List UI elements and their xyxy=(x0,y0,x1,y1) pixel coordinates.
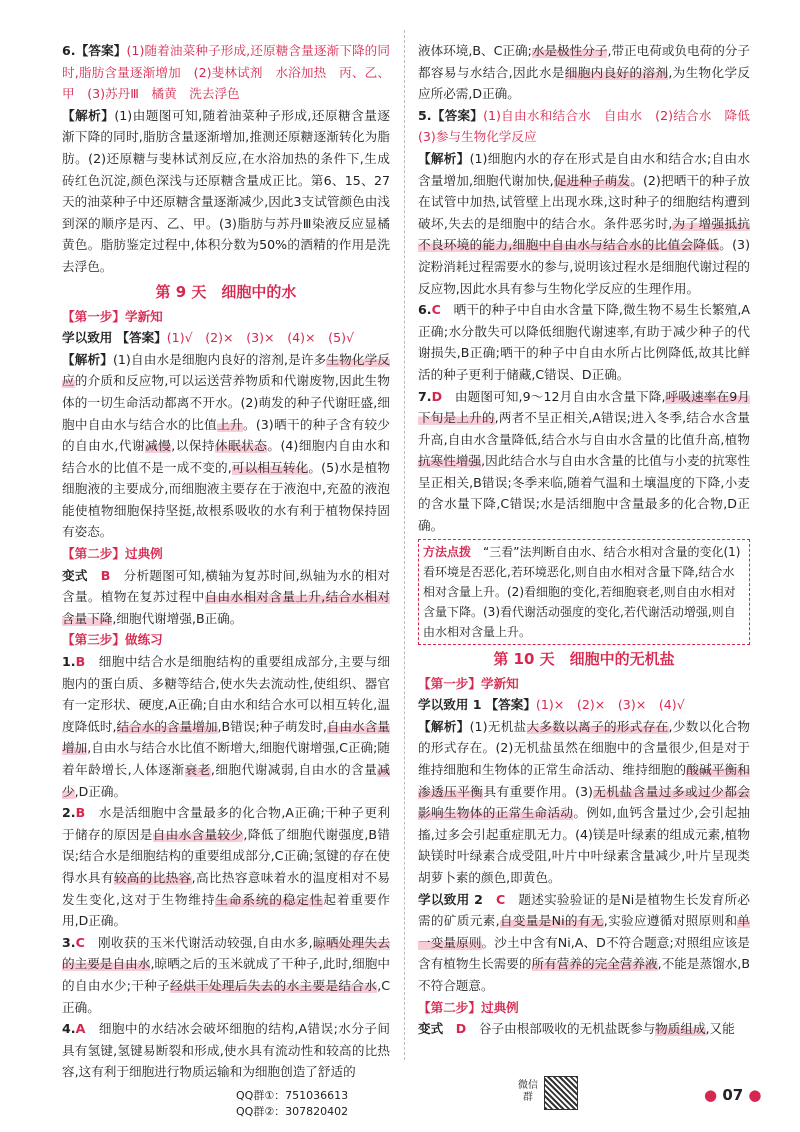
column-divider xyxy=(404,30,405,1060)
day10-title: 第 10 天 细胞中的无机盐 xyxy=(493,649,675,668)
right-column xyxy=(418,40,763,1040)
step1-heading: 【第一步】学新知 xyxy=(62,308,163,324)
qr-code-icon xyxy=(544,1076,578,1110)
page-number: ● 07 ● xyxy=(704,1086,762,1104)
xy1-analysis: 【解析】(1)无机盐大多数以离子的形式存在,少数以化合物的形式存在。(2)无机盐虽然在细胞中的含量很少,但是对于维持细胞和生物体的正常生命活动、维持细胞的酸碱平衡和渗透压平衡具有重要作用。(3)无机盐含量过多或过少都会影响生物体的正常生命活动。例如,血钙含量过少,会引起抽搐,过多会引起重症肌无力。(4)镁是叶绿素的组成元素,植物缺镁时叶绿素合成受阻,叶片中叶绿素含量减少,叶片呈现类胡萝卜素的颜色,即黄色。 xyxy=(418,718,751,885)
wechat-group-label: 微信群 xyxy=(518,1080,538,1103)
practice-2: 2.B 水是活细胞中含量最多的化合物,A正确;干种子更利于储存的原因是自由水含量较少,降低了细胞代谢强度,B错误;结合水是细胞结构的重要组成部分,C正确;氢键的存在使得水具有较高的比热容,高比热容意味着水的温度相对不易发生变化,这对于生物维持生命系统的稳定性起着重要作用,D正确。 xyxy=(62,805,391,929)
step2-heading-right: 【第二步】过典例 xyxy=(418,999,519,1015)
xy2: 学以致用 2 C 题述实验验证的是Ni是植物生长发育所必需的矿质元素,自变量是Ni的有无,实验应遵循对照原则和单一变量原则。沙土中含有Ni,A、D不符合题意;对照组应该是含有植物生长需要的所有营养的完全营养液,不能是蒸馏水,B不符合题意。 xyxy=(418,891,751,993)
qq-group-1: QQ群①：751036613 xyxy=(236,1089,349,1102)
step1-heading-right: 【第一步】学新知 xyxy=(418,675,519,691)
practice-4: 4.A 细胞中的水结冰会破坏细胞的结构,A错误;水分子间具有氢键,氢键易断裂和形成,使水具有流动性和较高的比热容,这有利于细胞进行物质运输和为细胞创造了舒适的 xyxy=(62,1021,390,1080)
step2-heading: 【第二步】过典例 xyxy=(62,546,163,562)
dot-icon: ● xyxy=(704,1086,723,1104)
practice-3: 3.C 刚收获的玉米代谢活动较强,自由水多,晾晒处理失去的主要是自由水,晾晒之后的玉米就成了干种子,此时,细胞中的自由水少;干种子经烘干处理后失去的水主要是结合水,C正确。 xyxy=(62,934,391,1015)
xyzy-analysis: 【解析】(1)自由水是细胞内良好的溶剂,是许多生物化学反应的介质和反应物,可以运送营养物质和代谢废物,因此生物体的一切生命活动都离不开水。(2)萌发的种子代谢旺盛,细胞中自由水与结合水的比值上升。(3)晒干的种子含有较少的自由水,代谢减慢,以保持休眠状态。(4)细胞内自由水和结合水的比值不是一成不变的,可以相互转化。(5)水是植物细胞液的主要成分,而细胞液主要存在于液泡中,充盈的液泡能使植物细胞保持坚挺,故根系吸收的水有利于植物保持固有姿态。 xyxy=(62,351,391,540)
day9-title: 第 9 天 细胞中的水 xyxy=(155,282,297,301)
q6-right: 6.C 晒干的种子中自由水含量下降,微生物不易生长繁殖,A正确;水分散失可以降低细胞代谢速率,有助于减少种子的代谢损失,B正确;晒干的种子中自由水所占比例降低,故其比鲜活的种子更利于储藏,C错误、D正确。 xyxy=(418,302,750,382)
step3-heading: 【第三步】做练习 xyxy=(62,632,163,648)
xy1-answer: 学以致用 1 【答案】(1)× (2)× (3)× (4)√ xyxy=(418,697,685,713)
biansi-left: 变式 B 分析题图可知,横轴为复苏时间,纵轴为水的相对含量。植物在复苏过程中自由水相对含量上升,结合水相对含量下降,细胞代谢增强,B正确。 xyxy=(62,567,390,626)
biansi-right: 变式 D 谷子由根部吸收的无机盐既参与物质组成,又能 xyxy=(418,1021,735,1037)
dot-icon: ● xyxy=(743,1086,762,1104)
xyzy-answer: 学以致用 【答案】(1)√ (2)× (3)× (4)× (5)√ xyxy=(62,330,355,346)
qq-groups xyxy=(236,1088,348,1120)
left-column xyxy=(62,40,390,1083)
q6-answer: 6.【答案】(1)随着油菜种子形成,还原糖含量逐渐下降的同时,脂肪含量逐渐增加 (2)斐林试剂 水浴加热 丙、乙、甲 (3)苏丹Ⅲ 橘黄 洗去浮色 xyxy=(62,43,390,102)
q5-analysis: 【解析】(1)细胞内水的存在形式是自由水和结合水;自由水含量增加,细胞代谢加快,促进种子萌发。(2)把晒干的种子放在试管中加热,试管壁上出现水珠,这时种子的细胞结构遭到破坏,失去的是细胞中的结合水。条件恶劣时,为了增强抵抗不良环境的能力,细胞中自由水与结合水的比值会降低。(3)淀粉消耗过程需要水的参与,说明该过程水是细胞代谢过程的反应物,因此水具有参与生物化学反应的生理作用。 xyxy=(418,150,751,296)
qq-group-2: QQ群②：307820402 xyxy=(236,1105,349,1118)
q5-answer: 5.【答案】(1)自由水和结合水 自由水 (2)结合水 降低 (3)参与生物化学反应 xyxy=(418,107,763,145)
method-tip-box: 方法点拨 “三看”法判断自由水、结合水相对含量的变化(1)看环境是否恶化,若环境恶化,则自由水相对含量下降,结合水相对含量上升。(2)看细胞的变化,若细胞衰老,则自由水相对含量下降。(3)看代谢活动强度的变化,若代谢活动增强,则自由水相对含量上升。 xyxy=(418,539,750,645)
practice-4-cont: 液体环境,B、C正确;水是极性分子,带正电荷或负电荷的分子都容易与水结合,因此水是细胞内良好的溶剂,为生物化学反应所必需,D正确。 xyxy=(418,43,750,102)
q6-analysis: 【解析】(1)由题图可知,随着油菜种子形成,还原糖含量逐渐下降的同时,脂肪含量逐渐增加,推测还原糖逐渐转化为脂肪。(2)还原糖与斐林试剂反应,在水浴加热的条件下,生成砖红色沉淀,颜色深浅与还原糖含量成正比。第6、15、27天的油菜种子中还原糖含量逐渐减少,因此3支试管颜色由浅到深的顺序是丙、乙、甲。(3)脂肪与苏丹Ⅲ染液反应显橘黄色。脂肪鉴定过程中,体积分数为50%的酒精的作用是洗去浮色。 xyxy=(62,107,390,274)
q7-right: 7.D 由题图可知,9～12月自由水含量下降,呼吸速率在9月下旬是上升的,两者不呈正相关,A错误;进入冬季,结合水含量升高,自由水含量降低,结合水与自由水含量的比值升高,植物抗寒性增强,因此结合水与自由水含量的比值与小麦的抗寒性呈正相关,B错误;冬季来临,随着气温和土壤温度的下降,小麦的含水量下降,C错误;水是活细胞中含量最多的化合物,D正确。 xyxy=(418,388,751,534)
practice-1: 1.B 细胞中结合水是细胞结构的重要组成部分,主要与细胞内的蛋白质、多糖等结合,使水失去流动性,使组织、器官有一定形状、硬度,A正确;自由水和结合水可以相互转化,温度降低时,结合水的含量增加,B错误;种子萌发时,自由水含量增加,自由水与结合水比值不断增大,细胞代谢增强,C正确;随着年龄增长,人体逐渐衰老,细胞代谢减弱,自由水的含量减少,D正确。 xyxy=(62,654,391,799)
